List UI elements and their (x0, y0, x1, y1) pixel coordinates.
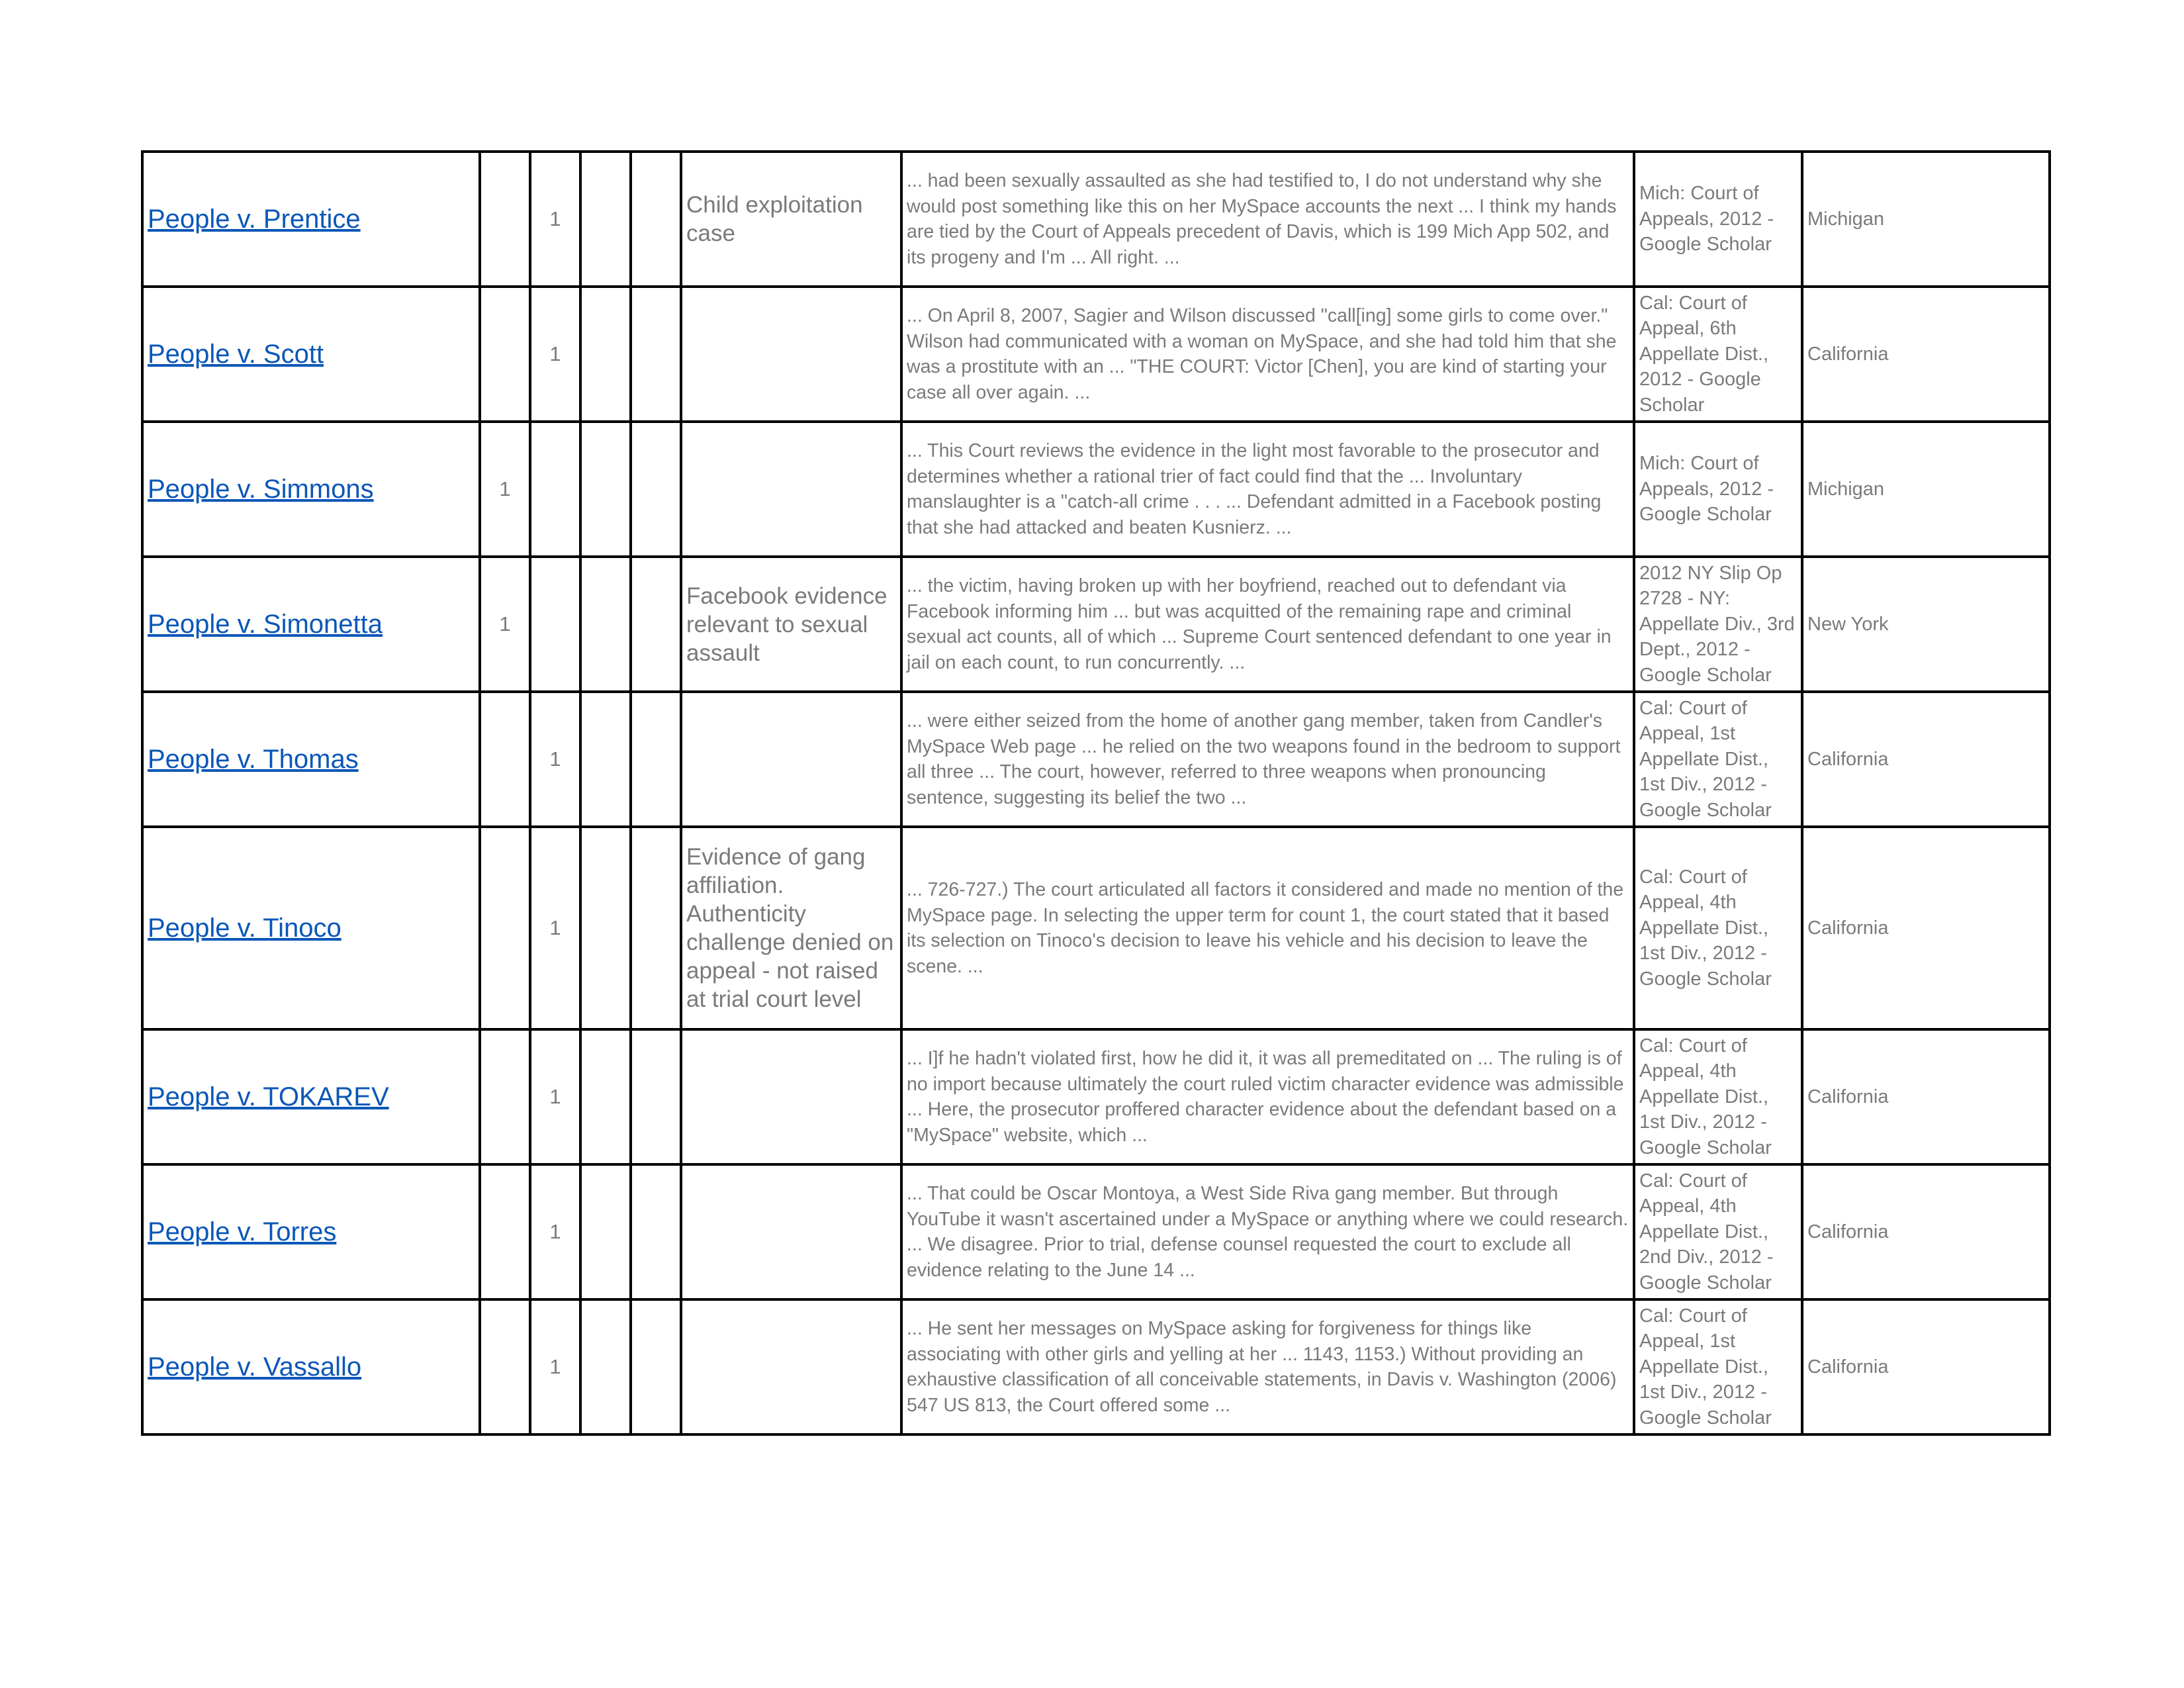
count-col-2: 1 (530, 1029, 580, 1164)
state-cell: California (1802, 1299, 2050, 1434)
snippet-cell: ... This Court reviews the evidence in the light most favorable to the prosecutor and determines whether a rational trier of fact could find that the ... Involuntary manslaughter is a "catch-all crime . . . ... Defendant admitted in a Facebook posting that she had attacked and beaten Kusnierz. ... (901, 422, 1634, 557)
count-col-4 (631, 692, 681, 827)
count-col-4 (631, 287, 681, 422)
count-col-2: 1 (530, 152, 580, 287)
table-row (142, 1299, 2050, 1434)
count-col-3 (580, 287, 631, 422)
note-cell: Facebook evidence relevant to sexual assault (681, 557, 901, 692)
state-cell: California (1802, 1029, 2050, 1164)
case-name-cell (142, 557, 480, 692)
count-col-3 (580, 692, 631, 827)
count-col-3 (580, 1164, 631, 1299)
count-col-3 (580, 152, 631, 287)
note-cell (681, 422, 901, 557)
case-table (141, 150, 2051, 1436)
source-cell: 2012 NY Slip Op 2728 - NY: Appellate Div., 3rd Dept., 2012 - Google Scholar (1634, 557, 1802, 692)
source-cell: Cal: Court of Appeal, 1st Appellate Dist., 1st Div., 2012 - Google Scholar (1634, 692, 1802, 827)
state-cell: California (1802, 287, 2050, 422)
source-cell: Mich: Court of Appeals, 2012 - Google Scholar (1634, 152, 1802, 287)
count-col-1 (480, 692, 530, 827)
count-col-4 (631, 1029, 681, 1164)
snippet-cell: ... had been sexually assaulted as she had testified to, I do not understand why she would post something like this on her MySpace accounts the next ... I think my hands are tied by the Court of Appeals precedent of Davis, which is 199 Mich App 502, and its progeny and I'm ... All right. ... (901, 152, 1634, 287)
snippet-cell: ... were either seized from the home of another gang member, taken from Candler's MySpace Web page ... he relied on the two weapons found in the bedroom to support all three ... The court, however, referred to three weapons when pronouncing sentence, suggesting its belief the two ... (901, 692, 1634, 827)
count-col-1 (480, 1299, 530, 1434)
case-name-cell (142, 1029, 480, 1164)
state-cell: California (1802, 1164, 2050, 1299)
source-cell: Cal: Court of Appeal, 4th Appellate Dist., 2nd Div., 2012 - Google Scholar (1634, 1164, 1802, 1299)
count-col-2 (530, 422, 580, 557)
count-col-1 (480, 287, 530, 422)
source-cell: Mich: Court of Appeals, 2012 - Google Scholar (1634, 422, 1802, 557)
snippet-cell: ... On April 8, 2007, Sagier and Wilson discussed "call[ing] some girls to come over." Wilson had communicated with a woman on MySpace, and she had told him that she was a prostitute with an ... "THE COURT: Victor [Chen], you are kind of starting your case all over again. ... (901, 287, 1634, 422)
snippet-cell: ... 726-727.) The court articulated all factors it considered and made no mention of the MySpace page. In selecting the upper term for count 1, the court stated that it based its selection on Tinoco's decision to leave his vehicle and his decision to leave the scene. ... (901, 827, 1634, 1029)
source-cell: Cal: Court of Appeal, 1st Appellate Dist., 1st Div., 2012 - Google Scholar (1634, 1299, 1802, 1434)
case-name-cell (142, 692, 480, 827)
note-cell: Evidence of gang affiliation. Authenticity challenge denied on appeal - not raised at trial court level (681, 827, 901, 1029)
count-col-2: 1 (530, 692, 580, 827)
count-col-1 (480, 827, 530, 1029)
state-cell: Michigan (1802, 152, 2050, 287)
source-cell: Cal: Court of Appeal, 4th Appellate Dist., 1st Div., 2012 - Google Scholar (1634, 1029, 1802, 1164)
case-link[interactable]: People v. Simonetta (148, 610, 383, 639)
snippet-cell: ... the victim, having broken up with her boyfriend, reached out to defendant via Facebook informing him ... but was acquitted of the remaining rape and criminal sexual act counts, all of which ... Supreme Court sentenced defendant to one year in jail on each count, to run concurrently. ... (901, 557, 1634, 692)
snippet-cell: ... I]f he hadn't violated first, how he did it, it was all premeditated on ... The ruling is of no import because ultimately the court ruled victim character evidence was admissible ... Here, the prosecutor proffered character evidence about the defendant based on a "MySpace" website, which ... (901, 1029, 1634, 1164)
count-col-1 (480, 1164, 530, 1299)
case-link[interactable]: People v. Simmons (148, 475, 374, 504)
count-col-4 (631, 1164, 681, 1299)
snippet-cell: ... That could be Oscar Montoya, a West Side Riva gang member. But through YouTube it wasn't ascertained under a MySpace or anything where we could research. ... We disagree. Prior to trial, defense counsel requested the court to exclude all evidence relating to the June 14 ... (901, 1164, 1634, 1299)
count-col-2: 1 (530, 827, 580, 1029)
source-cell: Cal: Court of Appeal, 6th Appellate Dist., 2012 - Google Scholar (1634, 287, 1802, 422)
count-col-4 (631, 152, 681, 287)
case-link[interactable]: People v. Scott (148, 340, 324, 369)
table-row (142, 287, 2050, 422)
case-name-cell (142, 1299, 480, 1434)
note-cell (681, 692, 901, 827)
note-cell (681, 1299, 901, 1434)
count-col-3 (580, 1299, 631, 1434)
case-link[interactable]: People v. Prentice (148, 205, 361, 234)
count-col-4 (631, 557, 681, 692)
count-col-4 (631, 422, 681, 557)
count-col-2 (530, 557, 580, 692)
case-link[interactable]: People v. Torres (148, 1217, 337, 1246)
case-name-cell (142, 827, 480, 1029)
snippet-cell: ... He sent her messages on MySpace asking for forgiveness for things like associating with other girls and yelling at her ... 1143, 1153.) Without providing an exhaustive classification of all conceivable statements, in Davis v. Washington (2006) 547 US 813, the Court offered some ... (901, 1299, 1634, 1434)
case-link[interactable]: People v. Thomas (148, 745, 359, 774)
table-row (142, 422, 2050, 557)
count-col-1: 1 (480, 557, 530, 692)
count-col-4 (631, 1299, 681, 1434)
count-col-3 (580, 1029, 631, 1164)
case-link[interactable]: People v. Vassallo (148, 1352, 362, 1382)
case-link[interactable]: People v. Tinoco (148, 914, 341, 943)
count-col-3 (580, 827, 631, 1029)
count-col-1 (480, 152, 530, 287)
state-cell: Michigan (1802, 422, 2050, 557)
case-name-cell (142, 287, 480, 422)
note-cell (681, 1164, 901, 1299)
case-name-cell (142, 1164, 480, 1299)
count-col-2: 1 (530, 1164, 580, 1299)
count-col-2: 1 (530, 287, 580, 422)
table-row (142, 1164, 2050, 1299)
note-cell (681, 1029, 901, 1164)
state-cell: New York (1802, 557, 2050, 692)
case-name-cell (142, 152, 480, 287)
case-link[interactable]: People v. TOKAREV (148, 1082, 389, 1111)
table-row (142, 152, 2050, 287)
case-name-cell (142, 422, 480, 557)
state-cell: California (1802, 692, 2050, 827)
table-row (142, 827, 2050, 1029)
count-col-1 (480, 1029, 530, 1164)
count-col-4 (631, 827, 681, 1029)
source-cell: Cal: Court of Appeal, 4th Appellate Dist., 1st Div., 2012 - Google Scholar (1634, 827, 1802, 1029)
count-col-3 (580, 422, 631, 557)
note-cell (681, 287, 901, 422)
table-row (142, 1029, 2050, 1164)
state-cell: California (1802, 827, 2050, 1029)
table-row (142, 692, 2050, 827)
count-col-2: 1 (530, 1299, 580, 1434)
count-col-1: 1 (480, 422, 530, 557)
count-col-3 (580, 557, 631, 692)
table-row (142, 557, 2050, 692)
note-cell: Child exploitation case (681, 152, 901, 287)
